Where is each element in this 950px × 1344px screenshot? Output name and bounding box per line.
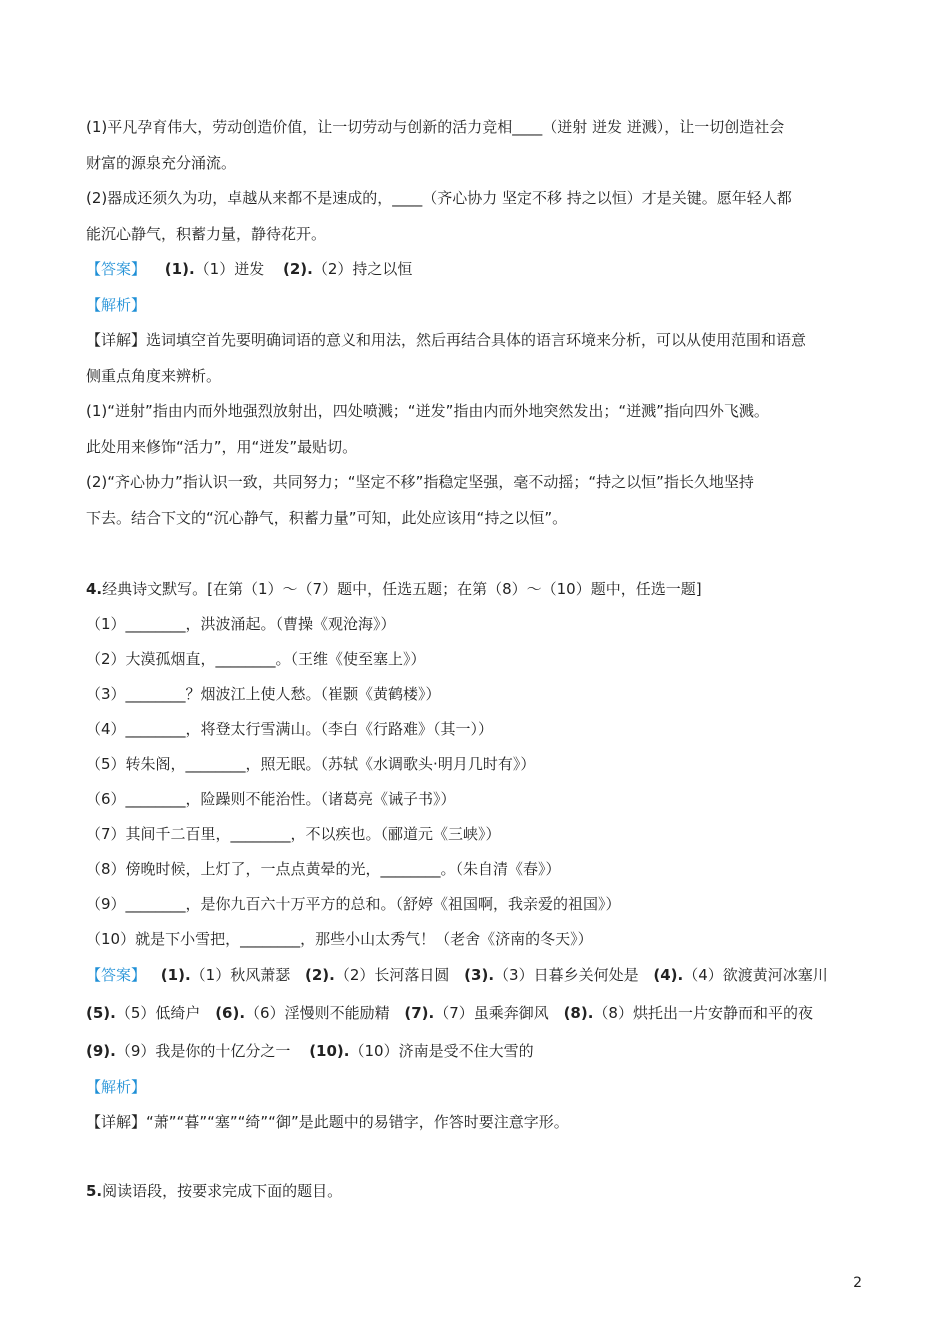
answer-text: （2）长河落日圆 — [334, 966, 450, 984]
detail-text: 选词填空首先要明确词语的意义和用法，然后再结合具体的语言环境来分析，可以从使用范围和语意 — [146, 331, 807, 349]
detail-tag: 【详解】 — [86, 1113, 147, 1131]
q4-item: （9）________，是你九百六十万平方的总和。（舒婷《祖国啊，我亲爱的祖国》） — [86, 895, 621, 913]
question-number: 4. — [86, 580, 103, 598]
answer-number: (6). — [215, 1004, 246, 1022]
answer-text: （3）日暮乡关何处是 — [494, 966, 639, 984]
q4-detail-line — [86, 1111, 870, 1133]
answer-text: （2）持之以恒 — [312, 260, 413, 278]
answer-text: （7）虽乘奔御风 — [434, 1004, 549, 1022]
q4-title — [86, 578, 870, 600]
q4-item: （3）________？烟波江上使人愁。（崔颢《黄鹤楼》） — [86, 685, 441, 703]
q4-item: （8）傍晚时候，上灯了，一点点黄晕的光，________。（朱自清《春》） — [86, 860, 561, 878]
q4-item: （10）就是下小雪把，________，那些小山太秀气！（老舍《济南的冬天》） — [86, 930, 593, 948]
answer-number: (5). — [86, 1004, 116, 1022]
q3-detail-sub1-line1: (1)“迸射”指由内而外地强烈放射出，四处喷溅；“迸发”指由内而外地突然发出；“迸溅”指向四外飞溅。 — [86, 402, 769, 420]
q3-detail-sub2-line1: (2)“齐心协力”指认识一致，共同努力；“坚定不移”指稳定坚强，毫不动摇；“持之以恒”指长久地坚持 — [86, 473, 754, 491]
q4-item: （6）________，险躁则不能治性。（诸葛亮《诫子书》） — [86, 790, 456, 808]
question-title: 经典诗文默写。[在第（1）～（7）题中，任选五题；在第（8）～（10）题中，任选一题] — [102, 580, 702, 598]
answer-text: （1）秋风萧瑟 — [190, 966, 291, 984]
q3-part2-line2: 能沉心静气，积蓄力量，静待花开。 — [86, 225, 327, 243]
q3-part1-line2: 财富的源泉充分涌流。 — [86, 154, 237, 172]
answer-text: （10）济南是受不住大雪的 — [349, 1042, 534, 1060]
answer-number: (4). — [653, 966, 684, 984]
q5-title — [86, 1180, 870, 1202]
q3-part1-line1: (1)平凡孕育伟大，劳动创造价值，让一切劳动与创新的活力竞相____（迸射 迸发 迸溅），让一切创造社会 — [86, 118, 785, 136]
q4-item: （4）________，将登太行雪满山。（李白《行路难》（其一）） — [86, 720, 494, 738]
q4-answer-line1 — [86, 964, 870, 986]
q3-analysis-tag: 【解析】 — [86, 296, 147, 314]
answer-text: （4）欲渡黄河冰塞川 — [683, 966, 828, 984]
answer-number: (7). — [404, 1004, 435, 1022]
answer-number: (1). — [164, 260, 195, 278]
q3-answer-line — [86, 258, 870, 280]
page-number: 2 — [853, 1275, 862, 1291]
answer-text: （9）我是你的十亿分之一 — [115, 1042, 291, 1060]
question-title: 阅读语段，按要求完成下面的题目。 — [102, 1182, 343, 1200]
q3-detail-sub2-line2: 下去。结合下文的“沉心静气，积蓄力量”可知，此处应该用“持之以恒”。 — [86, 509, 568, 527]
q4-answer-line2 — [86, 1002, 870, 1024]
answer-text: （5）低绮户 — [115, 1004, 201, 1022]
answer-number: (1). — [160, 966, 191, 984]
q3-detail-sub1-line2: 此处用来修饰“活力”，用“迸发”最贴切。 — [86, 438, 358, 456]
answer-number: (9). — [86, 1042, 116, 1060]
detail-tag: 【详解】 — [86, 331, 147, 349]
question-number: 5. — [86, 1182, 103, 1200]
answer-text: （8）烘托出一片安静而和平的夜 — [593, 1004, 813, 1022]
q4-answer-line3 — [86, 1040, 870, 1062]
answer-tag: 【答案】 — [86, 260, 147, 278]
q4-analysis-tag: 【解析】 — [86, 1078, 147, 1096]
answer-number: (10). — [309, 1042, 350, 1060]
answer-text: （1）迸发 — [194, 260, 265, 278]
answer-number: (8). — [563, 1004, 594, 1022]
q4-item: （5）转朱阁，________，照无眠。（苏轼《水调歌头·明月几时有》） — [86, 755, 536, 773]
answer-tag: 【答案】 — [86, 966, 147, 984]
answer-number: (2). — [282, 260, 313, 278]
q4-item: （2）大漠孤烟直，________。（王维《使至塞上》） — [86, 650, 426, 668]
q4-item: （1）________，洪波涌起。（曹操《观沧海》） — [86, 615, 396, 633]
q3-part2-line1: (2)器成还须久为功，卓越从来都不是速成的，____（齐心协力 坚定不移 持之以恒）才是关键。愿年轻人都 — [86, 189, 792, 207]
q4-item: （7）其间千二百里，________，不以疾也。（郦道元《三峡》） — [86, 825, 501, 843]
answer-text: （6）淫慢则不能励精 — [245, 1004, 390, 1022]
answer-number: (3). — [464, 966, 495, 984]
detail-text: “萧”“暮”“塞”“绮”“御”是此题中的易错字，作答时要注意字形。 — [146, 1113, 569, 1131]
q3-detail-line1 — [86, 329, 870, 351]
q3-detail-line2: 侧重点角度来辨析。 — [86, 367, 222, 385]
answer-number: (2). — [304, 966, 335, 984]
